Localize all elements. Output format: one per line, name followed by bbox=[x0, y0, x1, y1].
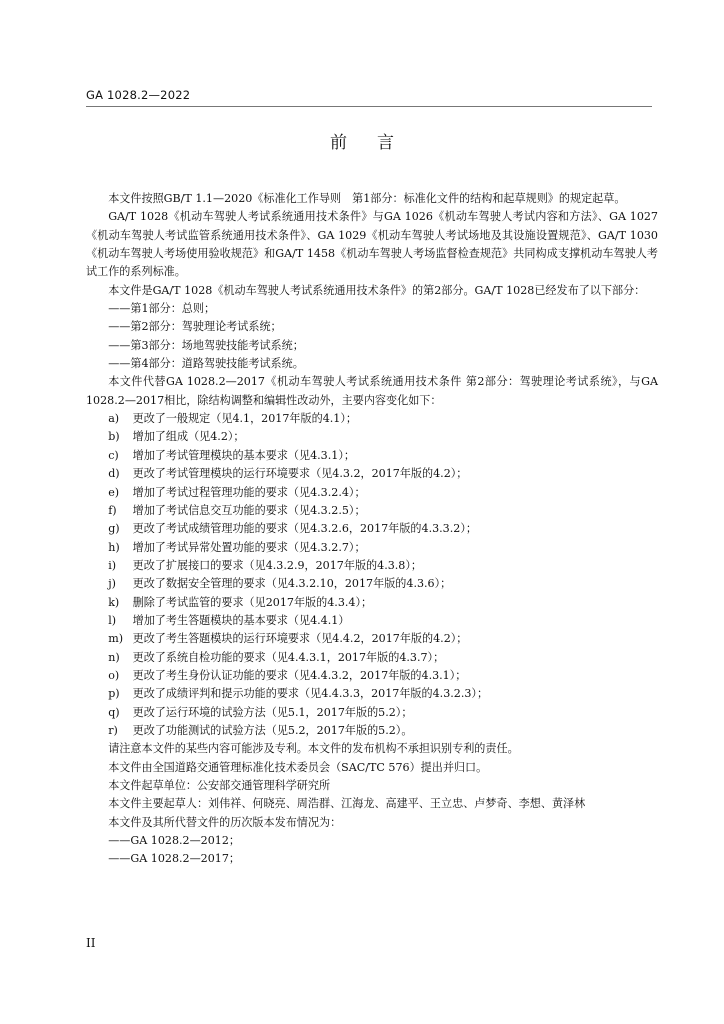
change-text: 删除了考试监管的要求（见2017年版的4.3.4）； bbox=[132, 595, 373, 609]
change-item bbox=[86, 465, 658, 483]
change-text: 增加了组成（见4.2）； bbox=[132, 430, 245, 444]
paragraph-related-standards: GA/T 1028《机动车驾驶人考试系统通用技术条件》与GA 1026《机动车驾驶人考试内容和方法》、GA 1027《机动车驾驶人考试监管系统通用技术条件》、GA 1029《机动车驾驶人考试场地及其设施设置规范》、GA/T 1030《机动车驾驶人考场使用验收规范》和GA/T 1458《机动车驾驶人考场监督检查规范》共同构成支撑机动车驾驶人考试工作的系列标准。 bbox=[86, 210, 658, 279]
parts-list bbox=[86, 300, 658, 373]
change-letter: j) bbox=[108, 577, 116, 591]
change-text: 更改了系统自检功能的要求（见4.4.3.1，2017年版的4.3.7）； bbox=[132, 650, 445, 664]
change-letter: f) bbox=[108, 503, 117, 517]
history-list bbox=[86, 832, 658, 869]
change-letter: b) bbox=[108, 430, 120, 444]
page-title: 前言 bbox=[330, 133, 424, 153]
change-letter: i) bbox=[108, 558, 117, 572]
change-letter: g) bbox=[108, 522, 120, 536]
change-item bbox=[86, 704, 658, 722]
change-letter: a) bbox=[108, 412, 120, 426]
change-text: 更改了考试成绩管理功能的要求（见4.3.2.6，2017年版的4.3.3.2）； bbox=[132, 522, 477, 536]
change-text: 更改了数据安全管理的要求（见4.3.2.10，2017年版的4.3.6）； bbox=[132, 577, 452, 591]
parts-list-item: ——第4部分：道路驾驶技能考试系统。 bbox=[108, 357, 304, 371]
parts-list-item: ——第1部分：总则； bbox=[108, 302, 216, 316]
change-item bbox=[86, 612, 658, 630]
change-text: 更改了功能测试的试验方法（见5.2，2017年版的5.2）。 bbox=[132, 723, 413, 737]
change-letter: m) bbox=[108, 632, 124, 646]
changes-list bbox=[86, 410, 658, 740]
change-item bbox=[86, 630, 658, 648]
change-item bbox=[86, 484, 658, 502]
change-text: 增加了考试管理模块的基本要求（见4.3.1）； bbox=[132, 448, 355, 462]
change-text: 更改了考试管理模块的运行环境要求（见4.3.2，2017年版的4.2）； bbox=[132, 467, 468, 481]
paragraph-drafters: 本文件主要起草人：刘伟祥、何晓亮、周浩群、江海龙、高建平、王立忠、卢梦奇、李想、黄泽林 bbox=[108, 797, 586, 811]
change-letter: c) bbox=[108, 448, 119, 462]
change-letter: h) bbox=[108, 540, 120, 554]
change-letter: p) bbox=[108, 687, 120, 701]
paragraph-patent: 请注意本文件的某些内容可能涉及专利。本文件的发布机构不承担识别专利的责任。 bbox=[108, 742, 519, 756]
change-item bbox=[86, 520, 658, 538]
change-item bbox=[86, 502, 658, 520]
history-item: ——GA 1028.2—2012； bbox=[108, 834, 241, 848]
change-text: 增加了考试异常处置功能的要求（见4.3.2.7）； bbox=[132, 540, 366, 554]
change-text: 更改了考生身份认证功能的要求（见4.4.3.2，2017年版的4.3.1）； bbox=[132, 668, 467, 682]
change-text: 更改了扩展接口的要求（见4.3.2.9，2017年版的4.3.8）； bbox=[132, 558, 423, 572]
change-letter: r) bbox=[108, 723, 118, 737]
change-text: 更改了成绩评判和提示功能的要求（见4.4.3.3，2017年版的4.3.2.3）； bbox=[132, 687, 489, 701]
change-item bbox=[86, 575, 658, 593]
header-rule bbox=[86, 106, 652, 107]
change-text: 更改了一般规定（见4.1，2017年版的4.1）； bbox=[132, 412, 357, 426]
paragraph-part-info: 本文件是GA/T 1028《机动车驾驶人考试系统通用技术条件》的第2部分。GA/T 1028已经发布了以下部分： bbox=[108, 283, 646, 297]
change-letter: o) bbox=[108, 668, 120, 682]
standard-code: GA 1028.2—2022 bbox=[86, 88, 191, 102]
change-item bbox=[86, 722, 658, 740]
history-item: ——GA 1028.2—2017； bbox=[108, 852, 241, 866]
paragraph-drafting-rules: 本文件按照GB/T 1.1—2020《标准化工作导则 第1部分：标准化文件的结构和起草规则》的规定起草。 bbox=[108, 192, 626, 205]
parts-list-item: ——第2部分：驾驶理论考试系统； bbox=[108, 320, 282, 334]
paragraph-replacement: 本文件代替GA 1028.2—2017《机动车驾驶人考试系统通用技术条件 第2部分：驾驶理论考试系统》，与GA 1028.2—2017相比，除结构调整和编辑性改动外，主要内容变化如下： bbox=[86, 375, 658, 407]
paragraph-proposed-by: 本文件由全国道路交通管理标准化技术委员会（SAC/TC 576）提出并归口。 bbox=[108, 760, 488, 774]
change-text: 增加了考生答题模块的基本要求（见4.4.1） bbox=[132, 613, 350, 627]
page-number: II bbox=[86, 936, 96, 950]
change-item bbox=[86, 428, 658, 446]
change-text: 增加了考试过程管理功能的要求（见4.3.2.4）； bbox=[132, 485, 366, 499]
change-item bbox=[86, 667, 658, 685]
change-item bbox=[86, 539, 658, 557]
change-text: 增加了考试信息交互功能的要求（见4.3.2.5）； bbox=[132, 503, 366, 517]
change-letter: l) bbox=[108, 613, 117, 627]
change-letter: n) bbox=[108, 650, 120, 664]
change-letter: e) bbox=[108, 485, 120, 499]
paragraph-drafting-unit: 本文件起草单位：公安部交通管理科学研究所 bbox=[108, 779, 331, 792]
change-letter: d) bbox=[108, 467, 120, 481]
change-item bbox=[86, 685, 658, 703]
change-item bbox=[86, 649, 658, 667]
change-item bbox=[86, 410, 658, 428]
change-text: 更改了运行环境的试验方法（见5.1，2017年版的5.2）； bbox=[132, 705, 413, 719]
change-item bbox=[86, 557, 658, 575]
change-item bbox=[86, 594, 658, 612]
change-text: 更改了考生答题模块的运行环境要求（见4.4.2，2017年版的4.2）； bbox=[132, 632, 468, 646]
paragraph-history-intro: 本文件及其所代替文件的历次版本发布情况为： bbox=[108, 815, 342, 829]
document-body bbox=[86, 190, 658, 869]
change-letter: k) bbox=[108, 595, 120, 609]
change-item bbox=[86, 447, 658, 465]
parts-list-item: ——第3部分：场地驾驶技能考试系统； bbox=[108, 338, 304, 352]
change-letter: q) bbox=[108, 705, 120, 719]
